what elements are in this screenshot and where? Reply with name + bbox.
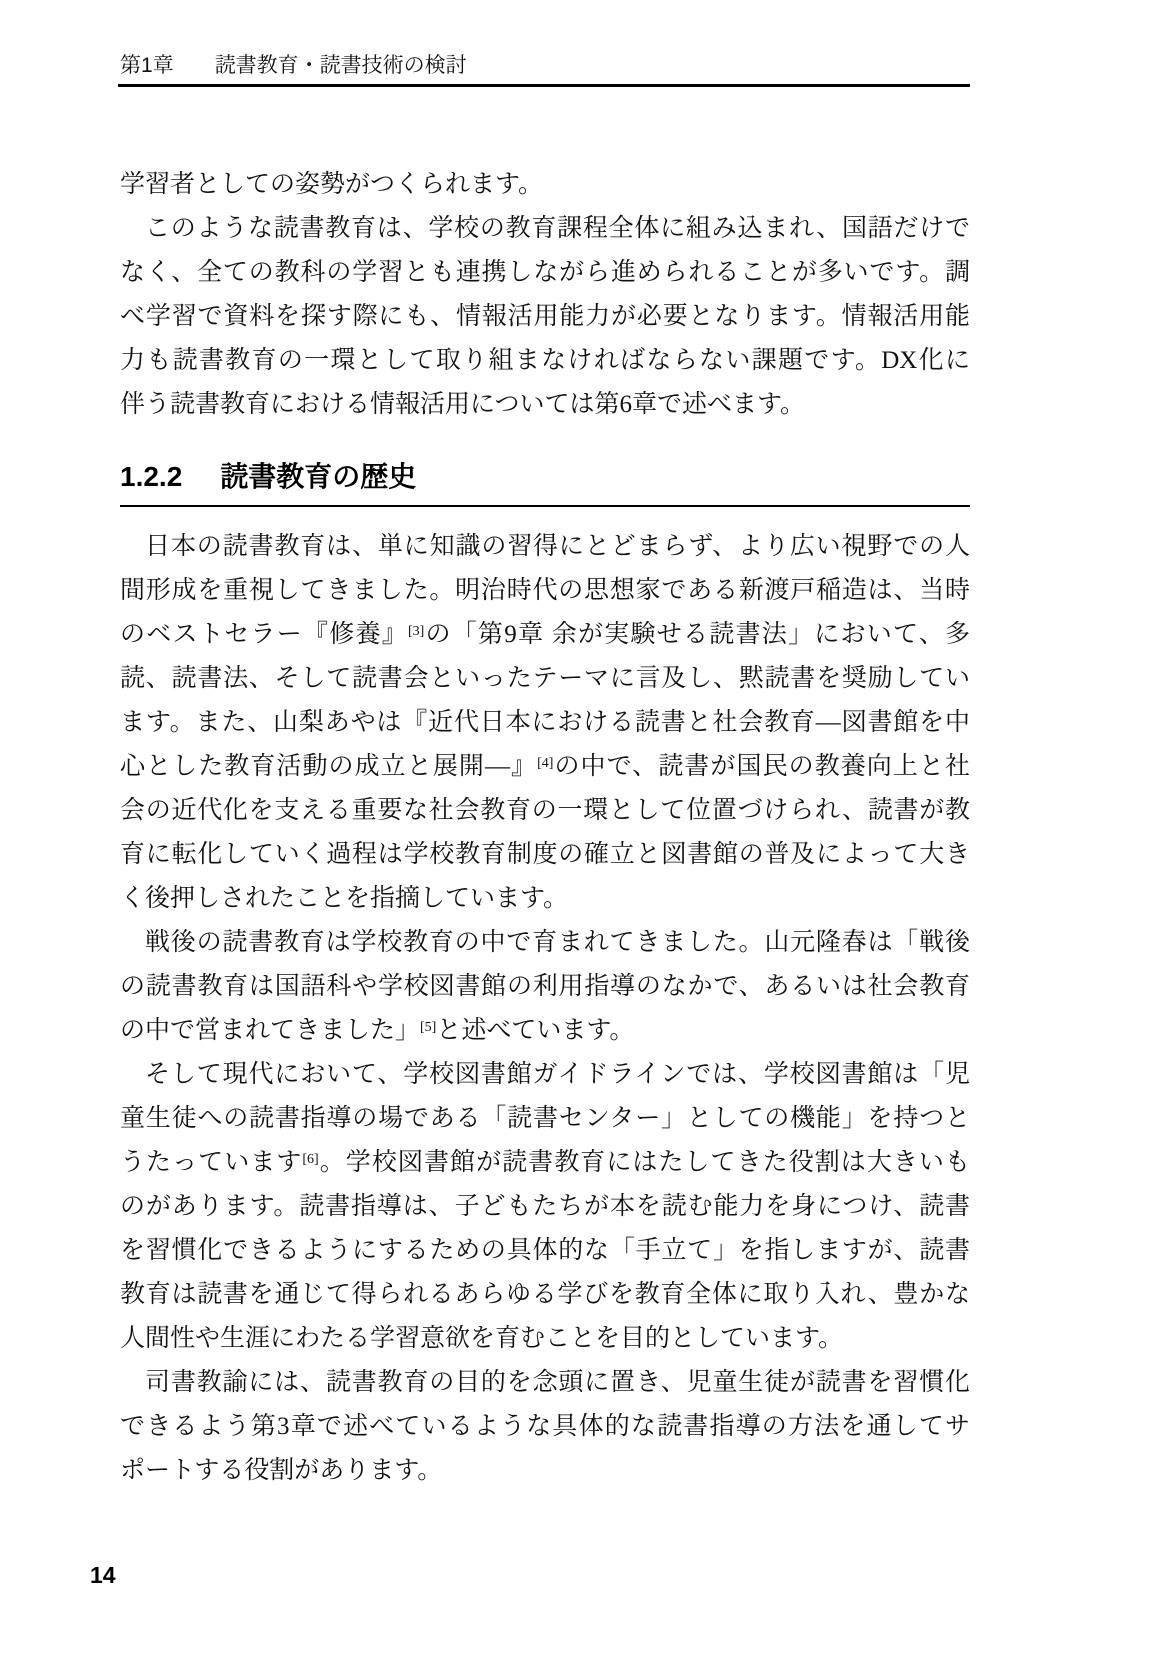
text-line: 読、読書法、そして読書会といったテーマに言及し、黙読書を奨励してい bbox=[120, 665, 970, 692]
text-line: 童生徒への読書指導の場である「読書センター」としての機能」を持つと bbox=[120, 1105, 970, 1132]
text-line: べ学習で資料を探す際にも、情報活用能力が必要となります。情報活用能 bbox=[120, 303, 970, 330]
text-line: 学習者としての姿勢がつくられます。 bbox=[120, 171, 544, 198]
body-text-column bbox=[120, 163, 970, 1493]
page-number: 14 bbox=[90, 1562, 116, 1588]
text-line: のベストセラー『修養』[3]の「第9章 余が実験せる読書法」において、多 bbox=[120, 621, 970, 648]
chapter-label: 第1章 bbox=[120, 54, 174, 77]
paragraph bbox=[120, 1361, 970, 1493]
text-line: なく、全ての教科の学習とも連携しながら進められることが多いです。調 bbox=[120, 259, 970, 286]
text-line: く後押しされたことを指摘しています。 bbox=[120, 885, 569, 912]
text-line: 伴う読書教育における情報活用については第6章で述べます。 bbox=[120, 391, 806, 418]
paragraph bbox=[120, 525, 970, 921]
text-line: の読書教育は国語科や学校図書館の利用指導のなかで、あるいは社会教育 bbox=[120, 973, 970, 1000]
text-line: を習慣化できるようにするための具体的な「手立て」を指しますが、読書 bbox=[120, 1237, 970, 1264]
header-rule bbox=[118, 84, 970, 87]
text-line: 戦後の読書教育は学校教育の中で育まれてきました。山元隆春は「戦後 bbox=[145, 929, 970, 956]
text-line: 日本の読書教育は、単に知識の習得にとどまらず、より広い視野での人 bbox=[145, 533, 970, 560]
section-title: 読書教育の歴史 bbox=[220, 461, 417, 492]
chapter-title: 読書教育・読書技術の検討 bbox=[214, 54, 467, 77]
text-line: 心とした教育活動の成立と展開—』[4]の中で、読書が国民の教養向上と社 bbox=[120, 753, 970, 780]
paragraph-group-top bbox=[120, 163, 970, 427]
text-line: のがあります。読書指導は、子どもたちが本を読む能力を身につけ、読書 bbox=[120, 1193, 970, 1220]
text-line: うたっています[6]。学校図書館が読書教育にはたしてきた役割は大きいも bbox=[120, 1149, 970, 1176]
text-line: 教育は読書を通じて得られるあらゆる学びを教育全体に取り入れ、豊かな bbox=[120, 1281, 970, 1308]
paragraph bbox=[120, 163, 970, 207]
text-line: このような読書教育は、学校の教育課程全体に組み込まれ、国語だけで bbox=[145, 215, 970, 242]
text-line: 司書教諭には、読書教育の目的を念頭に置き、児童生徒が読書を習慣化 bbox=[145, 1369, 970, 1396]
text-line: そして現代において、学校図書館ガイドラインでは、学校図書館は「児 bbox=[145, 1061, 970, 1088]
section-heading bbox=[120, 457, 970, 497]
text-line: 力も読書教育の一環として取り組まなければならない課題です。DX化に bbox=[120, 347, 970, 374]
text-line: 間形成を重視してきました。明治時代の思想家である新渡戸稲造は、当時 bbox=[120, 577, 970, 604]
paragraph bbox=[120, 207, 970, 427]
text-line: 人間性や生涯にわたる学習意欲を育むことを目的としています。 bbox=[120, 1325, 844, 1352]
text-line: ポートする役割があります。 bbox=[120, 1457, 443, 1484]
text-line: 育に転化していく過程は学校教育制度の確立と図書館の普及によって大き bbox=[120, 841, 970, 868]
text-line: 会の近代化を支える重要な社会教育の一環として位置づけられ、読書が教 bbox=[120, 797, 970, 824]
section-number: 1.2.2 bbox=[120, 461, 183, 492]
text-line: できるよう第3章で述べているような具体的な読書指導の方法を通してサ bbox=[120, 1413, 970, 1440]
text-line: の中で営まれてきました」[5]と述べています。 bbox=[120, 1017, 635, 1044]
paragraph bbox=[120, 1053, 970, 1361]
citation-ref: [5] bbox=[420, 1020, 437, 1035]
citation-ref: [3] bbox=[407, 624, 425, 639]
citation-ref: [6] bbox=[302, 1152, 319, 1167]
paragraph bbox=[120, 921, 970, 1053]
citation-ref: [4] bbox=[537, 756, 554, 771]
section-heading-rule bbox=[120, 505, 970, 507]
running-head bbox=[120, 51, 970, 81]
text-line: ます。また、山梨あやは『近代日本における読書と社会教育—図書館を中 bbox=[120, 709, 970, 736]
paragraph-group-bottom bbox=[120, 525, 970, 1493]
